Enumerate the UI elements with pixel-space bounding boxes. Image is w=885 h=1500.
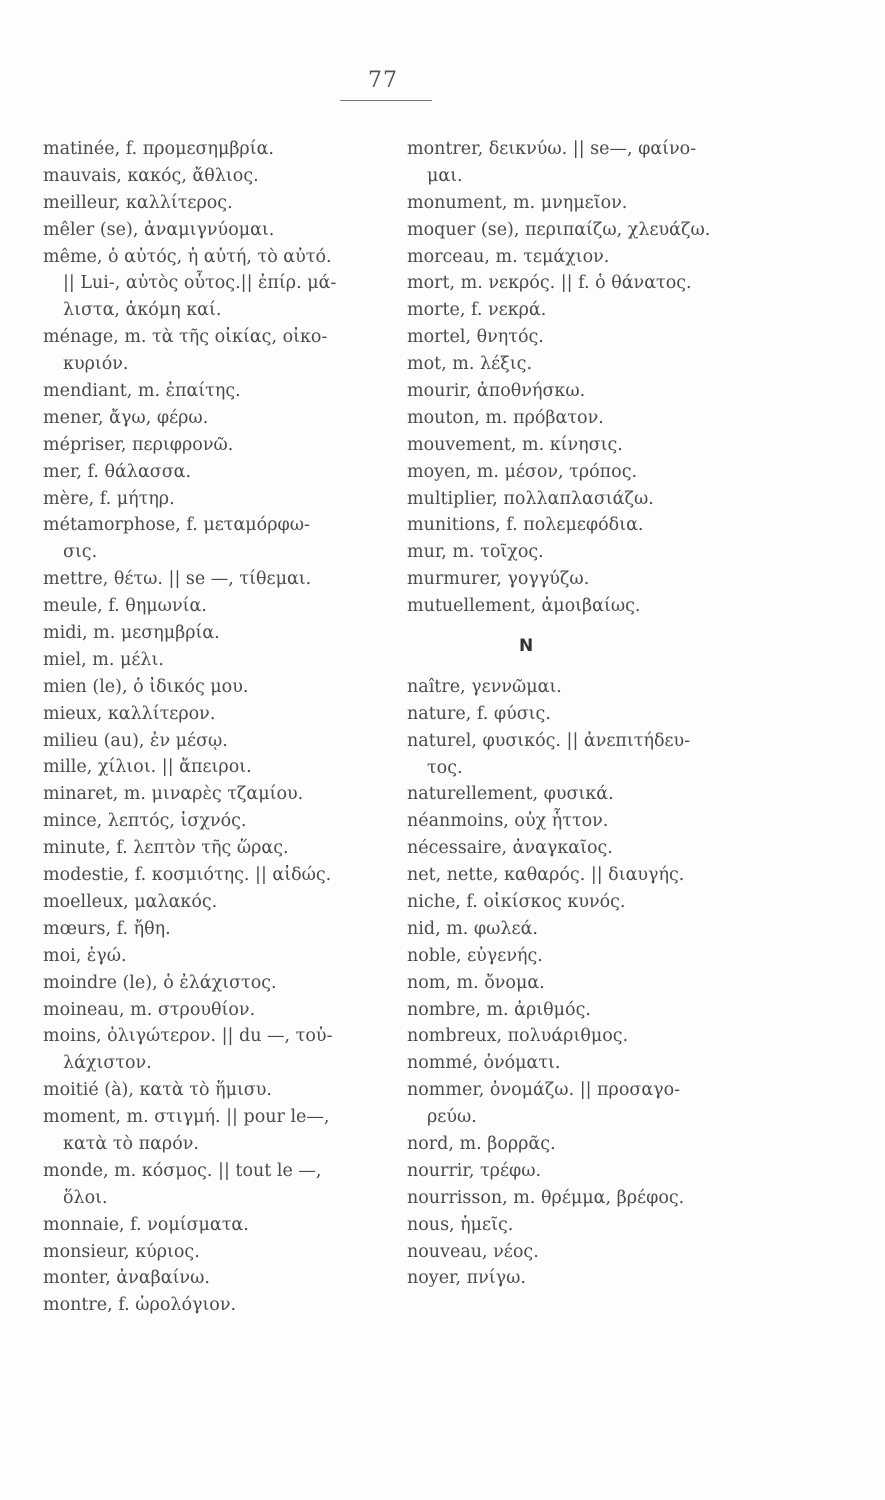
dictionary-line: mille, χίλιοι. || ἄπειροι. <box>43 757 252 778</box>
dictionary-line: μαι. <box>427 165 463 186</box>
dictionary-line: monde, m. κόσμος. || tout le —, <box>43 1160 322 1181</box>
dictionary-line: naturellement, φυσικά. <box>407 784 614 805</box>
dictionary-line: mêler (se), ἀναμιγνύομαι. <box>43 219 275 240</box>
dictionary-line: mère, f. μήτηρ. <box>43 488 175 509</box>
dictionary-line: mort, m. νεκρός. || f. ὁ θάνατος. <box>407 273 692 294</box>
section-m-entries <box>407 136 767 620</box>
dictionary-line: nature, f. φύσις. <box>407 703 551 724</box>
dictionary-line: mauvais, κακός, ἄθλιος. <box>43 165 259 186</box>
dictionary-line: mot, m. λέξις. <box>407 354 533 375</box>
dictionary-line: nourrir, τρέφω. <box>407 1160 542 1181</box>
dictionary-line: moelleux, μαλακός. <box>43 891 218 912</box>
dictionary-line: moindre (le), ὁ ἐλάχιστος. <box>43 972 277 993</box>
dictionary-line: mettre, θέτω. || se —, τίθεμαι. <box>43 569 312 590</box>
dictionary-line: nid, m. φωλεά. <box>407 918 538 939</box>
dictionary-line: moment, m. στιγμή. || pour le—, <box>43 1107 330 1128</box>
dictionary-line: mœurs, f. ἤθη. <box>43 918 171 939</box>
dictionary-line: net, nette, καθαρός. || διαυγής. <box>407 865 685 886</box>
dictionary-line: mener, ἄγω, φέρω. <box>43 407 209 428</box>
dictionary-line: munitions, f. πολεμεφόδια. <box>407 515 644 536</box>
dictionary-line: monument, m. μνημεῖον. <box>407 192 628 213</box>
dictionary-line: morceau, m. τεμάχιον. <box>407 246 610 267</box>
dictionary-line: même, ὁ αὐτός, ἡ αὐτή, τὸ αὐτό. <box>43 246 332 267</box>
dictionary-line: nouveau, νέος. <box>407 1241 539 1262</box>
dictionary-line: moyen, m. μέσον, τρόπος. <box>407 461 638 482</box>
dictionary-line: nous, ἡμεῖς. <box>407 1214 514 1235</box>
dictionary-line: mieux, καλλίτερον. <box>43 703 216 724</box>
dictionary-line: mourir, ἀποθνήσκω. <box>407 381 586 402</box>
dictionary-line: mutuellement, ἀμοιβαίως. <box>407 596 641 617</box>
dictionary-line: moins, ὀλιγώτερον. || du —, τοὐ- <box>43 1026 333 1047</box>
dictionary-line: mouton, m. πρόβατον. <box>407 407 604 428</box>
dictionary-line: ménage, m. τὰ τῆς οἰκίας, οἰκο- <box>43 327 328 348</box>
dictionary-line: mouvement, m. κίνησις. <box>407 434 623 455</box>
dictionary-line: κατὰ τὸ παρόν. <box>63 1133 199 1154</box>
dictionary-line: naître, γεννῶμαι. <box>407 676 562 697</box>
dictionary-line: morte, f. νεκρά. <box>407 300 547 321</box>
dictionary-line: montrer, δεικνύω. || se—, φαίνο- <box>407 139 697 159</box>
dictionary-line: moineau, m. στρουθίον. <box>43 999 256 1020</box>
dictionary-line: moi, ἐγώ. <box>43 945 127 966</box>
dictionary-line: naturel, φυσικός. || ἀνεπιτήδευ- <box>407 730 691 751</box>
dictionary-line: κυριόν. <box>63 354 129 375</box>
dictionary-line: multiplier, πολλαπλασιάζω. <box>407 488 654 509</box>
dictionary-line: nécessaire, ἀναγκαῖος. <box>407 838 613 859</box>
dictionary-line: moquer (se), περιπαίζω, χλευάζω. <box>407 219 711 240</box>
dictionary-line: τος. <box>427 757 463 778</box>
dictionary-line: nom, m. ὄνομα. <box>407 972 545 993</box>
dictionary-line: monnaie, f. νομίσματα. <box>43 1214 249 1235</box>
dictionary-line: nourrisson, m. θρέμμα, βρέφος. <box>407 1187 685 1208</box>
dictionary-line: murmurer, γογγύζω. <box>407 569 590 590</box>
dictionary-line: σις. <box>63 542 98 563</box>
dictionary-line: λάχιστον. <box>63 1053 152 1074</box>
dictionary-line: meule, f. θημωνία. <box>43 596 207 617</box>
dictionary-line: montre, f. ὡρολόγιον. <box>43 1295 237 1316</box>
dictionary-line: modestie, f. κοσμιότης. || αἰδώς. <box>43 865 332 886</box>
dictionary-line: milieu (au), ἐν μέσῳ. <box>43 730 228 751</box>
section-letter-n: N <box>519 636 533 657</box>
dictionary-line: nombre, m. ἀριθμός. <box>407 999 591 1020</box>
dictionary-line: monsieur, κύριος. <box>43 1241 200 1262</box>
dictionary-line: nombreux, πολυάριθμος. <box>407 1026 629 1047</box>
dictionary-line: ὅλοι. <box>63 1187 108 1208</box>
dictionary-line: métamorphose, f. μεταμόρφω- <box>43 515 310 536</box>
dictionary-line: moitié (à), κατὰ τὸ ἥμισυ. <box>43 1080 272 1101</box>
dictionary-line: noble, εὐγενής. <box>407 945 543 966</box>
dictionary-line: nommé, ὀνόματι. <box>407 1053 561 1074</box>
left-column <box>43 136 388 1319</box>
dictionary-line: mortel, θνητός. <box>407 327 544 348</box>
dictionary-line: λιστα, ἀκόμη καί. <box>63 300 222 321</box>
right-column <box>407 136 767 1292</box>
dictionary-line: mince, λεπτός, ἰσχνός. <box>43 811 247 832</box>
dictionary-line: || Lui-, αὐτὸς οὗτος.|| ἐπίρ. μά- <box>63 273 337 294</box>
dictionary-line: nord, m. βορρᾶς. <box>407 1133 556 1154</box>
dictionary-line: ρεύω. <box>427 1107 477 1128</box>
dictionary-line: mien (le), ὁ ἰδικός μου. <box>43 676 249 697</box>
dictionary-line: miel, m. μέλι. <box>43 649 164 670</box>
section-n-entries <box>407 674 767 1292</box>
dictionary-line: néanmoins, οὐχ ἧττον. <box>407 811 609 832</box>
dictionary-line: mépriser, περιφρονῶ. <box>43 434 234 455</box>
dictionary-line: mur, m. τοῖχος. <box>407 542 544 563</box>
dictionary-line: midi, m. μεσημβρία. <box>43 623 220 644</box>
page-number: 77 <box>368 68 398 93</box>
dictionary-line: noyer, πνίγω. <box>407 1268 526 1289</box>
dictionary-line: minaret, m. μιναρὲς τζαμίου. <box>43 784 304 805</box>
dictionary-line: minute, f. λεπτὸν τῆς ὥρας. <box>43 838 289 859</box>
dictionary-line: mer, f. θάλασσα. <box>43 461 192 482</box>
dictionary-line: meilleur, καλλίτερος. <box>43 192 233 213</box>
dictionary-line: monter, ἀναβαίνω. <box>43 1268 210 1289</box>
dictionary-line: mendiant, m. ἐπαίτης. <box>43 381 241 402</box>
dictionary-line: niche, f. οἰκίσκος κυνός. <box>407 891 626 912</box>
page-number-rule <box>340 100 432 101</box>
dictionary-line: matinée, f. προμεσημβρία. <box>43 139 274 159</box>
dictionary-line: nommer, ὀνομάζω. || προσαγο- <box>407 1080 681 1101</box>
